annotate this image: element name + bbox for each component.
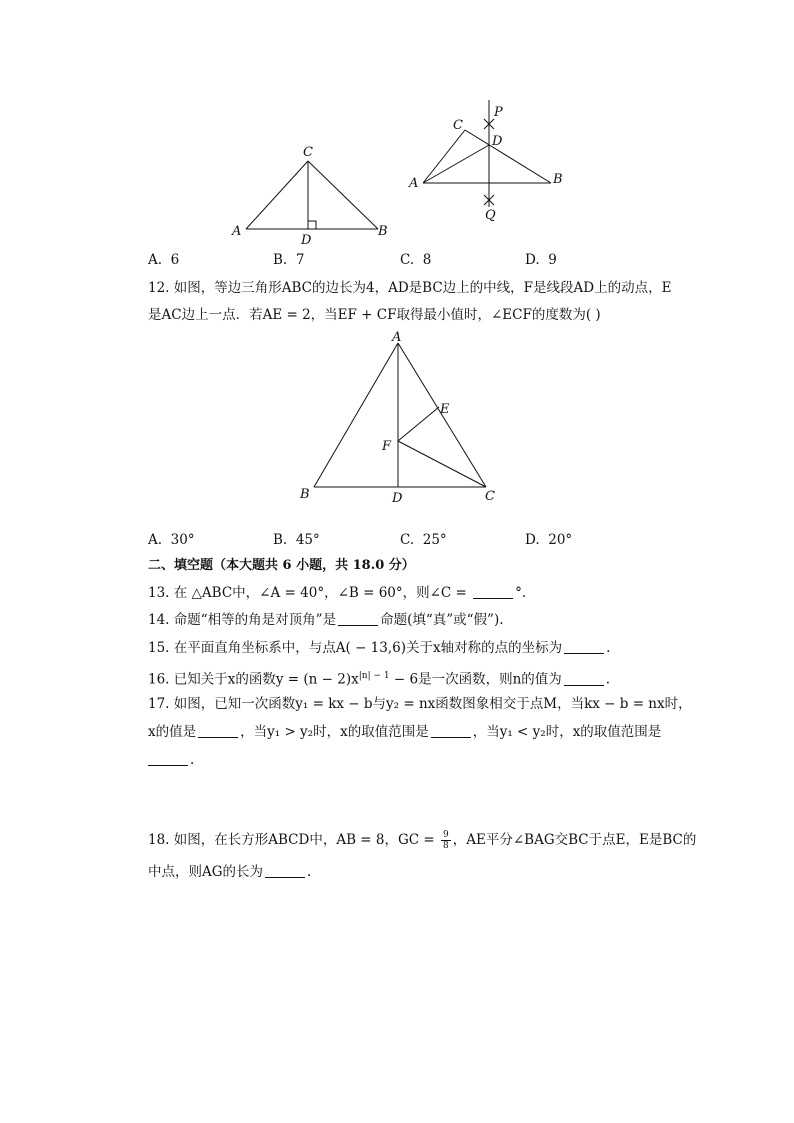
fig1-label-d: D	[301, 233, 312, 248]
q16: 16. 已知关于x的函数$y = (n - 2)x^{|n| - 1} - 6$是一次函数，则n的值为 .	[148, 671, 611, 688]
fig2-label-a: A	[409, 176, 419, 191]
fig2-label-c: C	[453, 118, 463, 133]
q16-answer-blank[interactable]	[564, 671, 604, 686]
q17-answer-blank-1[interactable]	[198, 723, 238, 738]
q12-line-2: 是AC边上一点．若AE = 2，当EF + CF取得最小值时，∠ECF的度数为( )	[148, 307, 601, 323]
q12-option-d: D. 20°	[525, 532, 573, 548]
q18-answer-blank[interactable]	[265, 863, 305, 878]
q14: 14. 命题“相等的角是对顶角”是 命题(填“真”或“假”).	[148, 612, 504, 628]
fig3-label-f: F	[382, 439, 392, 454]
fig2-label-d: D	[492, 134, 503, 149]
q11-option-a: A. 6	[148, 252, 180, 268]
q12-option-c: C. 25°	[400, 532, 447, 548]
q12-figure-equilateral-triangle	[292, 330, 512, 510]
section-title-fill-in: 二、填空题（本大题共 6 小题，共 18.0 分）	[148, 558, 415, 573]
q11-figure-right-triangle	[228, 140, 398, 250]
q17-line-2: x的值是 ，当y₁ > y₂时，x的取值范围是 ，当y₁ < y₂时，x的取值范围是	[148, 724, 662, 740]
fig3-label-c: C	[485, 489, 495, 504]
fig3-label-d: D	[392, 491, 403, 506]
fig1-label-b: B	[378, 224, 388, 239]
fig2-label-b: B	[553, 172, 563, 187]
q17-answer-blank-3[interactable]	[148, 751, 188, 766]
q18-line-1: 18. 如图，在长方形ABCD中，AB = 8，GC = $\frac{9}{8}$ ，AE平分∠BAG交BC于点E，E是BC的	[148, 830, 697, 851]
q17-line-1: 17. 如图，已知一次函数y₁ = kx − b与y₂ = nx函数图象相交于点M，当kx − b = nx时，	[148, 696, 692, 712]
q13-answer-blank[interactable]	[473, 584, 513, 599]
q17-answer-blank-2[interactable]	[431, 723, 471, 738]
q14-answer-blank[interactable]	[338, 611, 378, 626]
q11-option-b: B. 7	[273, 252, 305, 268]
q11-option-d: D. 9	[525, 252, 557, 268]
fig2-label-q: Q	[485, 208, 496, 223]
q12-option-b: B. 45°	[273, 532, 320, 548]
q17-line-3: .	[148, 750, 194, 770]
q12-option-a: A. 30°	[148, 532, 195, 548]
q12-line-1: 12. 如图，等边三角形ABC的边长为4，AD是BC边上的中线，F是线段AD上的动点，E	[148, 280, 672, 296]
q18-fraction: $\frac{9}{8}$	[443, 830, 449, 851]
fig1-label-a: A	[232, 224, 242, 239]
q15: 15. 在平面直角坐标系中，与点A( − 13,6)关于x轴对称的点的坐标为 .	[148, 640, 611, 656]
q18-line-2: 中点，则AG的长为 .	[148, 864, 312, 880]
q16-exponent: |n| − 1	[358, 671, 390, 681]
fig2-label-p: P	[494, 105, 503, 120]
q13: 13. 在 △ABC中，∠A = 40°，∠B = 60°，则∠C = °.	[148, 585, 527, 601]
q11-option-c: C. 8	[400, 252, 432, 268]
fig3-label-e: E	[440, 402, 450, 417]
fig3-label-b: B	[300, 487, 310, 502]
q11-figure-perpendicular-bisector	[405, 95, 575, 230]
fig3-label-a: A	[392, 330, 402, 345]
fig1-label-c: C	[303, 145, 313, 160]
q15-answer-blank[interactable]	[564, 639, 604, 654]
